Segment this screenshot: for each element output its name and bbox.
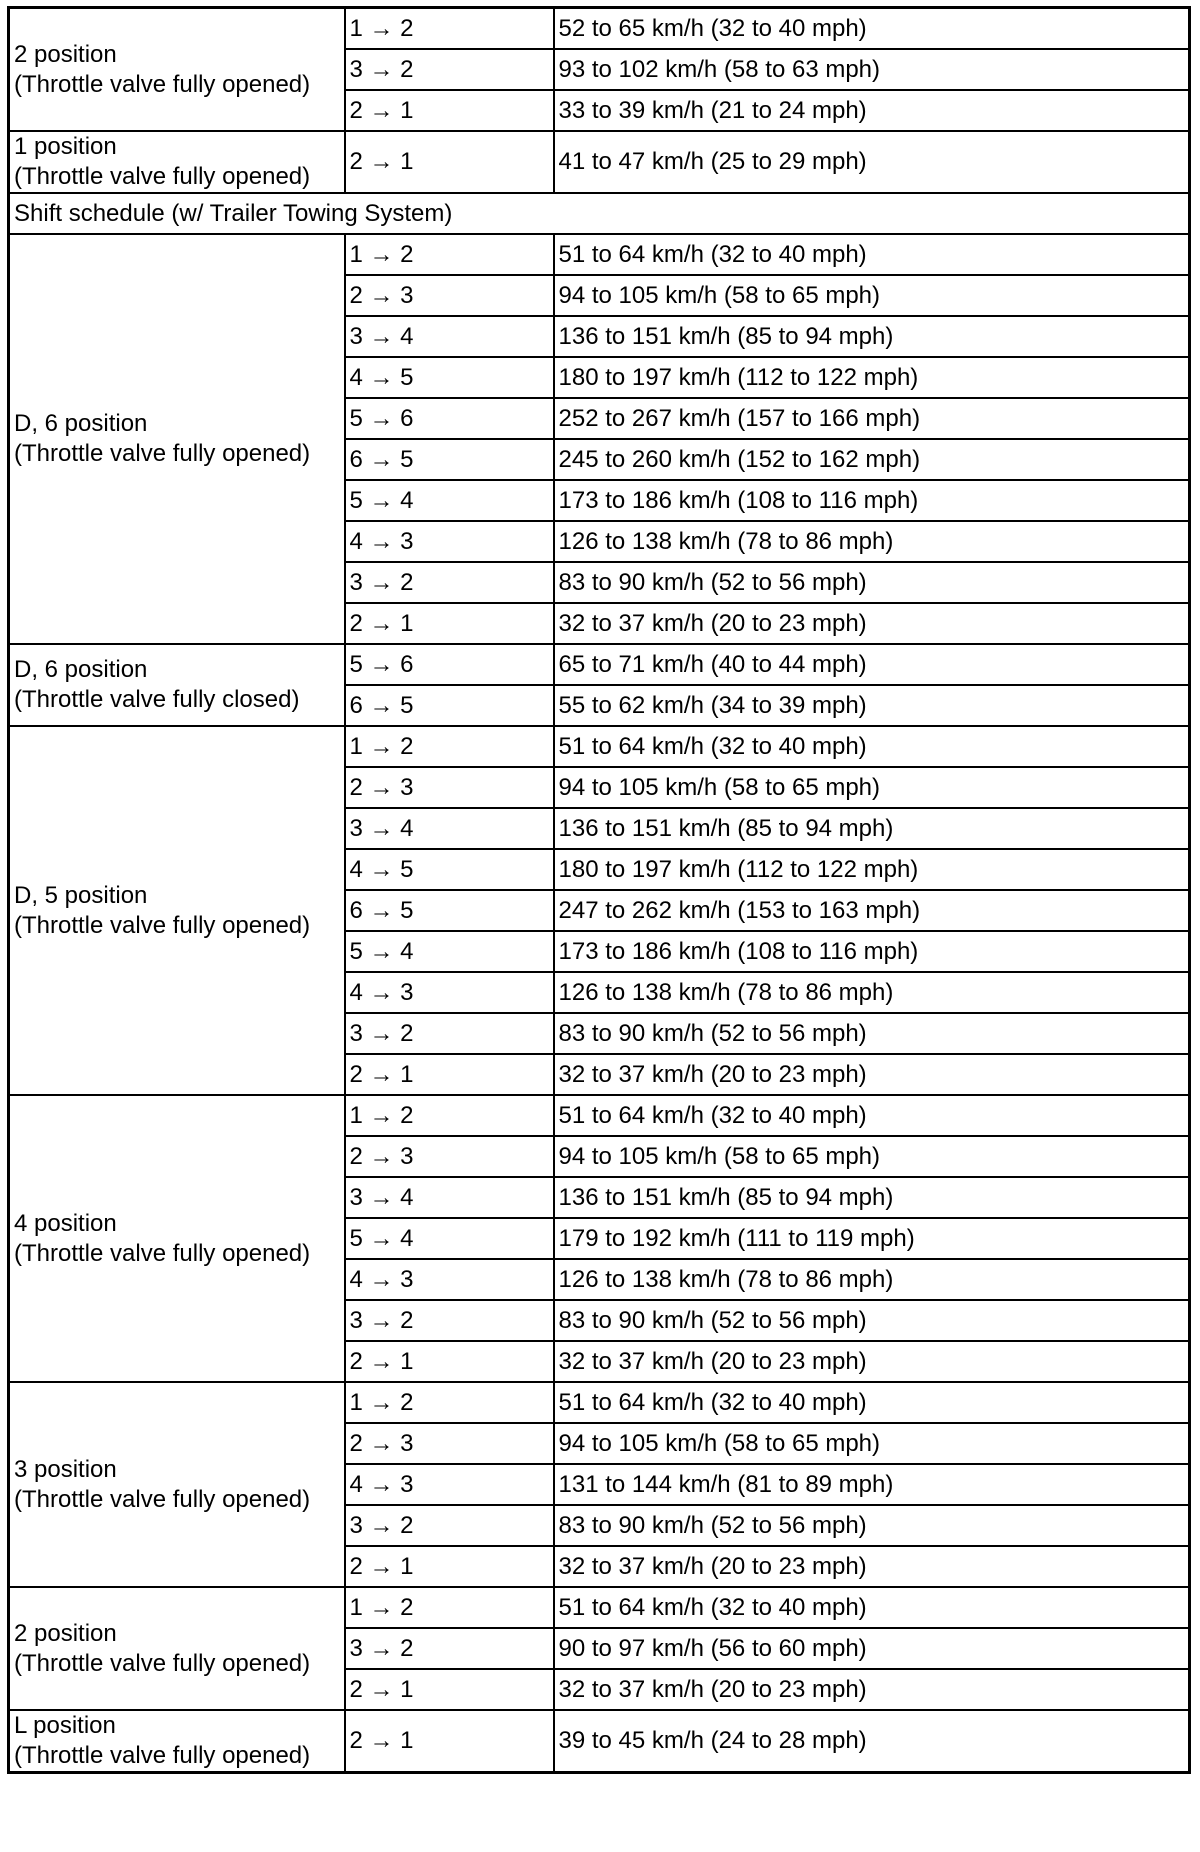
position-condition: (Throttle valve fully opened) [14,70,311,98]
table-row [9,644,1190,685]
speed-cell: 126 to 138 km/h (78 to 86 mph) [554,1259,1190,1300]
position-cell [9,1587,345,1710]
position-condition: (Throttle valve fully opened) [14,1485,311,1513]
shift-cell: 3 → 2 [345,49,554,90]
shift-cell: 1 → 2 [345,1587,554,1628]
shift-cell: 2 → 3 [345,275,554,316]
shift-cell: 4 → 3 [345,972,554,1013]
shift-cell: 1 → 2 [345,234,554,275]
speed-cell: 65 to 71 km/h (40 to 44 mph) [554,644,1190,685]
speed-cell: 32 to 37 km/h (20 to 23 mph) [554,1054,1190,1095]
shift-cell: 1 → 2 [345,8,554,50]
speed-cell: 83 to 90 km/h (52 to 56 mph) [554,1505,1190,1546]
shift-cell: 6 → 5 [345,439,554,480]
position-condition: (Throttle valve fully opened) [14,911,311,939]
speed-cell: 32 to 37 km/h (20 to 23 mph) [554,1546,1190,1587]
position-condition: (Throttle valve fully opened) [14,1649,311,1677]
shift-cell: 2 → 3 [345,767,554,808]
table-row [9,8,1190,50]
shift-cell: 5 → 4 [345,931,554,972]
speed-cell: 179 to 192 km/h (111 to 119 mph) [554,1218,1190,1259]
shift-cell: 2 → 1 [345,603,554,644]
position-cell [9,1710,345,1773]
speed-cell: 245 to 260 km/h (152 to 162 mph) [554,439,1190,480]
shift-cell: 4 → 3 [345,521,554,562]
position-cell [9,234,345,644]
speed-cell: 136 to 151 km/h (85 to 94 mph) [554,316,1190,357]
shift-cell: 3 → 2 [345,1300,554,1341]
position-label: D, 6 position [14,410,148,437]
position-condition: (Throttle valve fully opened) [14,163,311,190]
table-row [9,1710,1190,1773]
table-row [9,1095,1190,1136]
position-label: D, 6 position [14,656,148,683]
shift-cell: 3 → 4 [345,316,554,357]
position-cell [9,1095,345,1382]
shift-cell: 5 → 4 [345,1218,554,1259]
speed-cell: 252 to 267 km/h (157 to 166 mph) [554,398,1190,439]
speed-cell: 55 to 62 km/h (34 to 39 mph) [554,685,1190,726]
shift-schedule-body [9,8,1190,1773]
table-row [9,1382,1190,1423]
speed-cell: 173 to 186 km/h (108 to 116 mph) [554,480,1190,521]
position-label: 4 position [14,1209,117,1237]
speed-cell: 32 to 37 km/h (20 to 23 mph) [554,603,1190,644]
position-label: 3 position [14,1455,117,1483]
shift-cell: 2 → 3 [345,1423,554,1464]
shift-cell: 6 → 5 [345,685,554,726]
shift-cell: 6 → 5 [345,890,554,931]
shift-cell: 2 → 1 [345,1546,554,1587]
shift-cell: 2 → 1 [345,131,554,193]
shift-cell: 4 → 3 [345,1259,554,1300]
speed-cell: 51 to 64 km/h (32 to 40 mph) [554,726,1190,767]
shift-cell: 3 → 2 [345,1013,554,1054]
speed-cell: 180 to 197 km/h (112 to 122 mph) [554,357,1190,398]
shift-cell: 4 → 3 [345,1464,554,1505]
position-label: D, 5 position [14,881,148,909]
position-cell [9,8,345,132]
speed-cell: 32 to 37 km/h (20 to 23 mph) [554,1341,1190,1382]
speed-cell: 52 to 65 km/h (32 to 40 mph) [554,8,1190,50]
speed-cell: 83 to 90 km/h (52 to 56 mph) [554,1300,1190,1341]
shift-cell: 2 → 3 [345,1136,554,1177]
shift-cell: 4 → 5 [345,357,554,398]
speed-cell: 136 to 151 km/h (85 to 94 mph) [554,808,1190,849]
speed-cell: 180 to 197 km/h (112 to 122 mph) [554,849,1190,890]
speed-cell: 51 to 64 km/h (32 to 40 mph) [554,1382,1190,1423]
position-condition: (Throttle valve fully closed) [14,686,300,713]
shift-cell: 3 → 2 [345,1505,554,1546]
shift-cell: 1 → 2 [345,726,554,767]
position-label: 1 position [14,133,117,160]
shift-cell: 2 → 1 [345,1341,554,1382]
position-label: 2 position [14,40,117,68]
section-header: Shift schedule (w/ Trailer Towing System) [9,193,1190,234]
section-header-row [9,193,1190,234]
speed-cell: 33 to 39 km/h (21 to 24 mph) [554,90,1190,131]
shift-cell: 2 → 1 [345,1669,554,1710]
shift-cell: 3 → 4 [345,1177,554,1218]
shift-schedule-table [7,6,1191,1774]
speed-cell: 51 to 64 km/h (32 to 40 mph) [554,234,1190,275]
shift-cell: 2 → 1 [345,1054,554,1095]
position-cell [9,1382,345,1587]
speed-cell: 126 to 138 km/h (78 to 86 mph) [554,521,1190,562]
shift-cell: 2 → 1 [345,90,554,131]
shift-cell: 1 → 2 [345,1095,554,1136]
speed-cell: 90 to 97 km/h (56 to 60 mph) [554,1628,1190,1669]
shift-cell: 3 → 2 [345,1628,554,1669]
speed-cell: 94 to 105 km/h (58 to 65 mph) [554,767,1190,808]
speed-cell: 51 to 64 km/h (32 to 40 mph) [554,1587,1190,1628]
shift-cell: 2 → 1 [345,1710,554,1773]
shift-cell: 4 → 5 [345,849,554,890]
shift-cell: 5 → 4 [345,480,554,521]
position-cell [9,131,345,193]
table-row [9,726,1190,767]
speed-cell: 39 to 45 km/h (24 to 28 mph) [554,1710,1190,1773]
speed-cell: 93 to 102 km/h (58 to 63 mph) [554,49,1190,90]
position-condition: (Throttle valve fully opened) [14,1742,311,1769]
table-row [9,234,1190,275]
speed-cell: 126 to 138 km/h (78 to 86 mph) [554,972,1190,1013]
speed-cell: 51 to 64 km/h (32 to 40 mph) [554,1095,1190,1136]
position-condition: (Throttle valve fully opened) [14,1239,311,1267]
position-condition: (Throttle valve fully opened) [14,440,311,467]
speed-cell: 41 to 47 km/h (25 to 29 mph) [554,131,1190,193]
speed-cell: 83 to 90 km/h (52 to 56 mph) [554,1013,1190,1054]
speed-cell: 94 to 105 km/h (58 to 65 mph) [554,275,1190,316]
position-label: L position [14,1712,116,1739]
shift-cell: 3 → 4 [345,808,554,849]
shift-cell: 1 → 2 [345,1382,554,1423]
position-cell [9,726,345,1095]
speed-cell: 131 to 144 km/h (81 to 89 mph) [554,1464,1190,1505]
speed-cell: 173 to 186 km/h (108 to 116 mph) [554,931,1190,972]
table-row [9,1587,1190,1628]
position-label: 2 position [14,1619,117,1647]
speed-cell: 94 to 105 km/h (58 to 65 mph) [554,1423,1190,1464]
table-row [9,131,1190,193]
speed-cell: 32 to 37 km/h (20 to 23 mph) [554,1669,1190,1710]
speed-cell: 247 to 262 km/h (153 to 163 mph) [554,890,1190,931]
shift-cell: 3 → 2 [345,562,554,603]
speed-cell: 83 to 90 km/h (52 to 56 mph) [554,562,1190,603]
speed-cell: 94 to 105 km/h (58 to 65 mph) [554,1136,1190,1177]
shift-cell: 5 → 6 [345,398,554,439]
position-cell [9,644,345,726]
shift-cell: 5 → 6 [345,644,554,685]
speed-cell: 136 to 151 km/h (85 to 94 mph) [554,1177,1190,1218]
